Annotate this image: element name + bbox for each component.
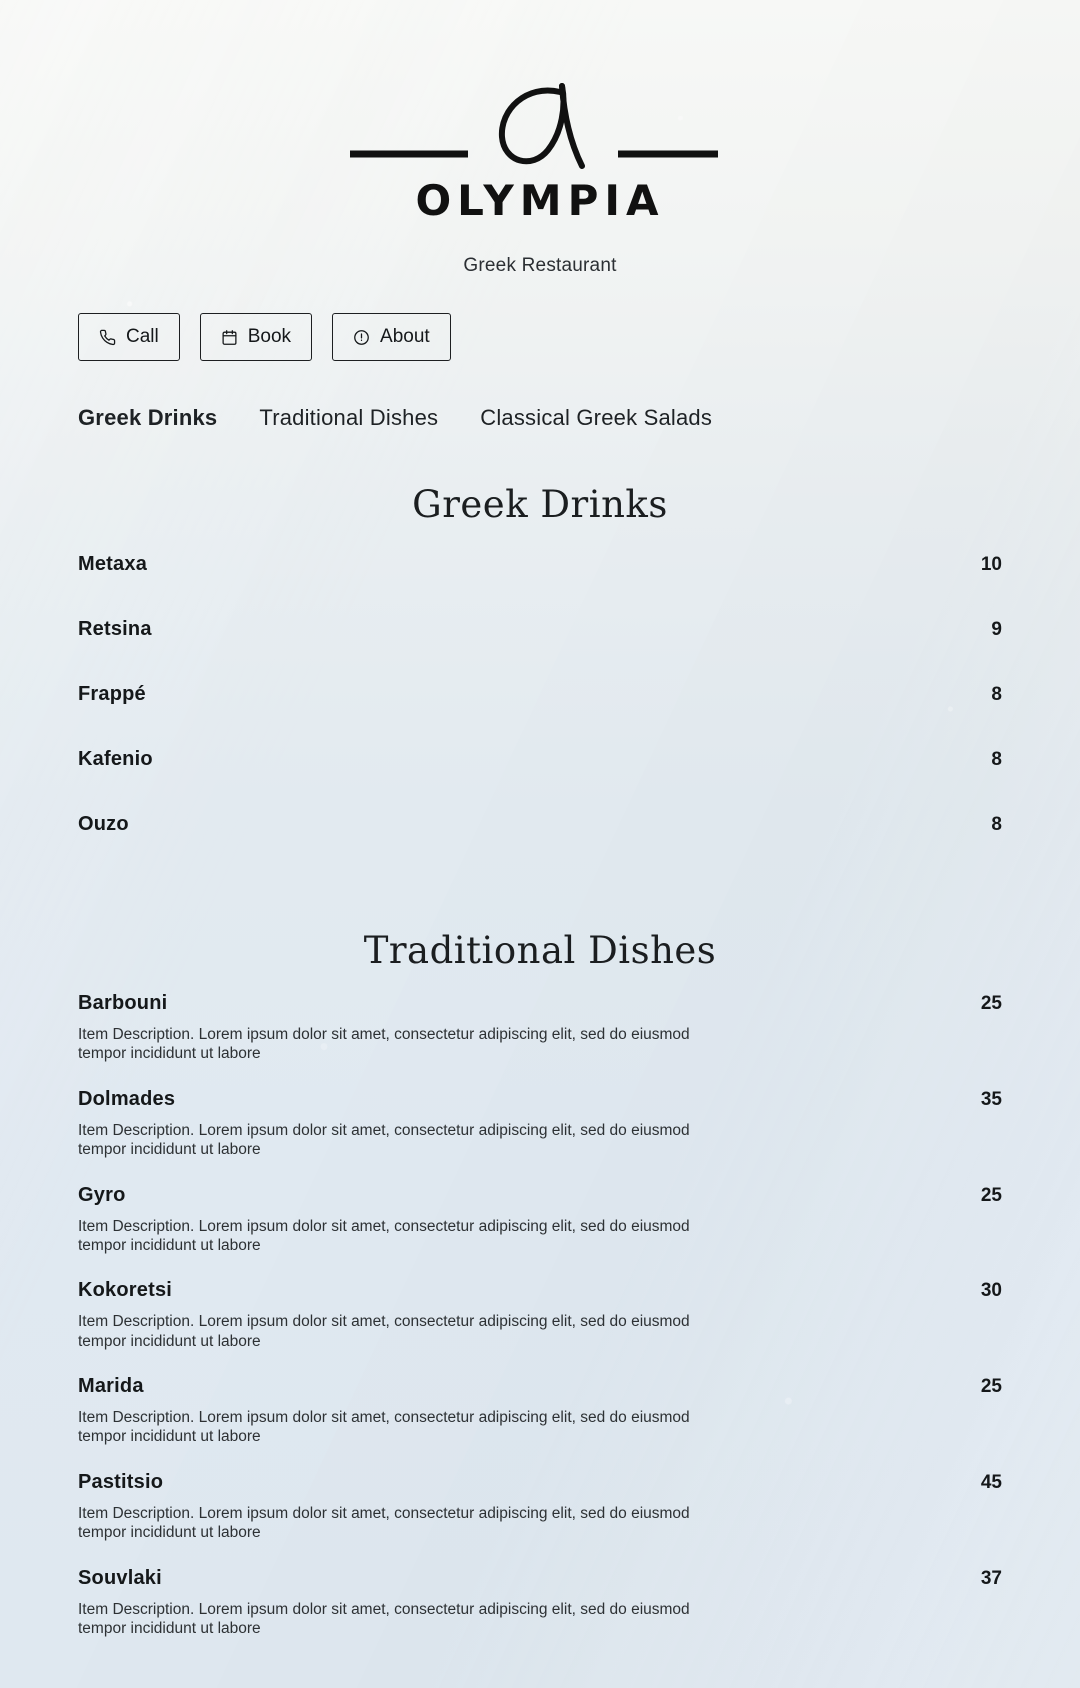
item-price: 8 — [991, 749, 1002, 770]
item-price: 25 — [980, 1184, 1002, 1206]
item-price: 35 — [980, 1088, 1002, 1110]
list-item[interactable] — [78, 1170, 1002, 1266]
item-name: Dolmades — [78, 1087, 176, 1110]
phone-icon — [99, 329, 116, 346]
item-price: 30 — [980, 1280, 1002, 1302]
item-name: Souvlaki — [78, 1566, 162, 1589]
section-title: Traditional Dishes — [363, 929, 717, 972]
action-button-group — [78, 313, 1002, 361]
item-price: 45 — [980, 1471, 1002, 1493]
brand-tagline: Greek Restaurant — [463, 255, 617, 276]
item-description: Item Description. Lorem ipsum dolor sit amet, consectetur adipiscing elit, sed do eiusmod tempor incididunt ut labore — [78, 1600, 690, 1637]
item-name: Pastitsio — [78, 1470, 164, 1493]
section-traditional-dishes — [78, 929, 1002, 1648]
item-description: Item Description. Lorem ipsum dolor sit amet, consectetur adipiscing elit, sed do eiusmod tempor incididunt ut labore — [78, 1313, 690, 1350]
calendar-icon — [221, 329, 238, 346]
item-name: Kafenio — [78, 748, 153, 770]
list-item[interactable] — [78, 1074, 1002, 1170]
item-name: Frappé — [78, 683, 146, 705]
list-item[interactable] — [78, 727, 1002, 792]
call-button[interactable] — [78, 313, 180, 361]
item-name: Kokoretsi — [78, 1279, 173, 1302]
about-button-label: About — [380, 326, 430, 347]
item-price: 37 — [980, 1567, 1002, 1589]
list-item[interactable] — [78, 662, 1002, 727]
list-item[interactable] — [78, 978, 1002, 1074]
dishes-list — [78, 978, 1002, 1648]
item-price: 10 — [980, 554, 1002, 575]
item-price: 9 — [991, 619, 1002, 640]
section-title: Greek Drinks — [412, 483, 668, 526]
book-button-label: Book — [247, 326, 292, 347]
item-name: Metaxa — [78, 553, 148, 575]
greek-alpha-logo-icon — [78, 62, 1002, 182]
section-greek-drinks — [78, 483, 1002, 857]
tab-greek-drinks[interactable]: Greek Drinks — [78, 405, 218, 430]
item-name: Gyro — [78, 1183, 126, 1206]
menu-category-tabs — [78, 405, 1002, 431]
item-price: 8 — [991, 684, 1002, 705]
list-item[interactable] — [78, 1553, 1002, 1649]
item-price: 25 — [980, 993, 1002, 1014]
about-button[interactable] — [332, 313, 451, 361]
tab-classical-greek-salads[interactable]: Classical Greek Salads — [480, 405, 713, 430]
brand-header — [78, 0, 1002, 277]
drinks-list — [78, 532, 1002, 857]
list-item[interactable] — [78, 792, 1002, 857]
item-description: Item Description. Lorem ipsum dolor sit amet, consectetur adipiscing elit, sed do eiusmod tempor incididunt ut labore — [78, 1409, 690, 1446]
item-name: Ouzo — [78, 813, 129, 835]
list-item[interactable] — [78, 1457, 1002, 1553]
item-description: Item Description. Lorem ipsum dolor sit amet, consectetur adipiscing elit, sed do eiusmod tempor incididunt ut labore — [78, 1217, 690, 1254]
list-item[interactable] — [78, 1265, 1002, 1361]
item-description: Item Description. Lorem ipsum dolor sit amet, consectetur adipiscing elit, sed do eiusmod tempor incididunt ut labore — [78, 1121, 690, 1159]
item-name: Barbouni — [78, 992, 168, 1014]
brand-name: OLYMPIA — [415, 176, 665, 225]
call-button-label: Call — [126, 326, 159, 347]
info-icon — [353, 329, 370, 346]
item-description: Item Description. Lorem ipsum dolor sit amet, consectetur adipiscing elit, sed do eiusmod tempor incididunt ut labore — [78, 1504, 690, 1542]
list-item[interactable] — [78, 532, 1002, 597]
book-button[interactable] — [200, 313, 312, 361]
item-description: Item Description. Lorem ipsum dolor sit amet, consectetur adipiscing elit, sed do eiusmod tempor incididunt ut labore — [78, 1026, 690, 1063]
list-item[interactable] — [78, 597, 1002, 662]
list-item[interactable] — [78, 1361, 1002, 1457]
item-name: Retsina — [78, 618, 152, 640]
item-price: 25 — [980, 1376, 1002, 1397]
item-price: 8 — [991, 814, 1002, 835]
tab-traditional-dishes[interactable]: Traditional Dishes — [259, 405, 439, 430]
item-name: Marida — [78, 1375, 144, 1397]
